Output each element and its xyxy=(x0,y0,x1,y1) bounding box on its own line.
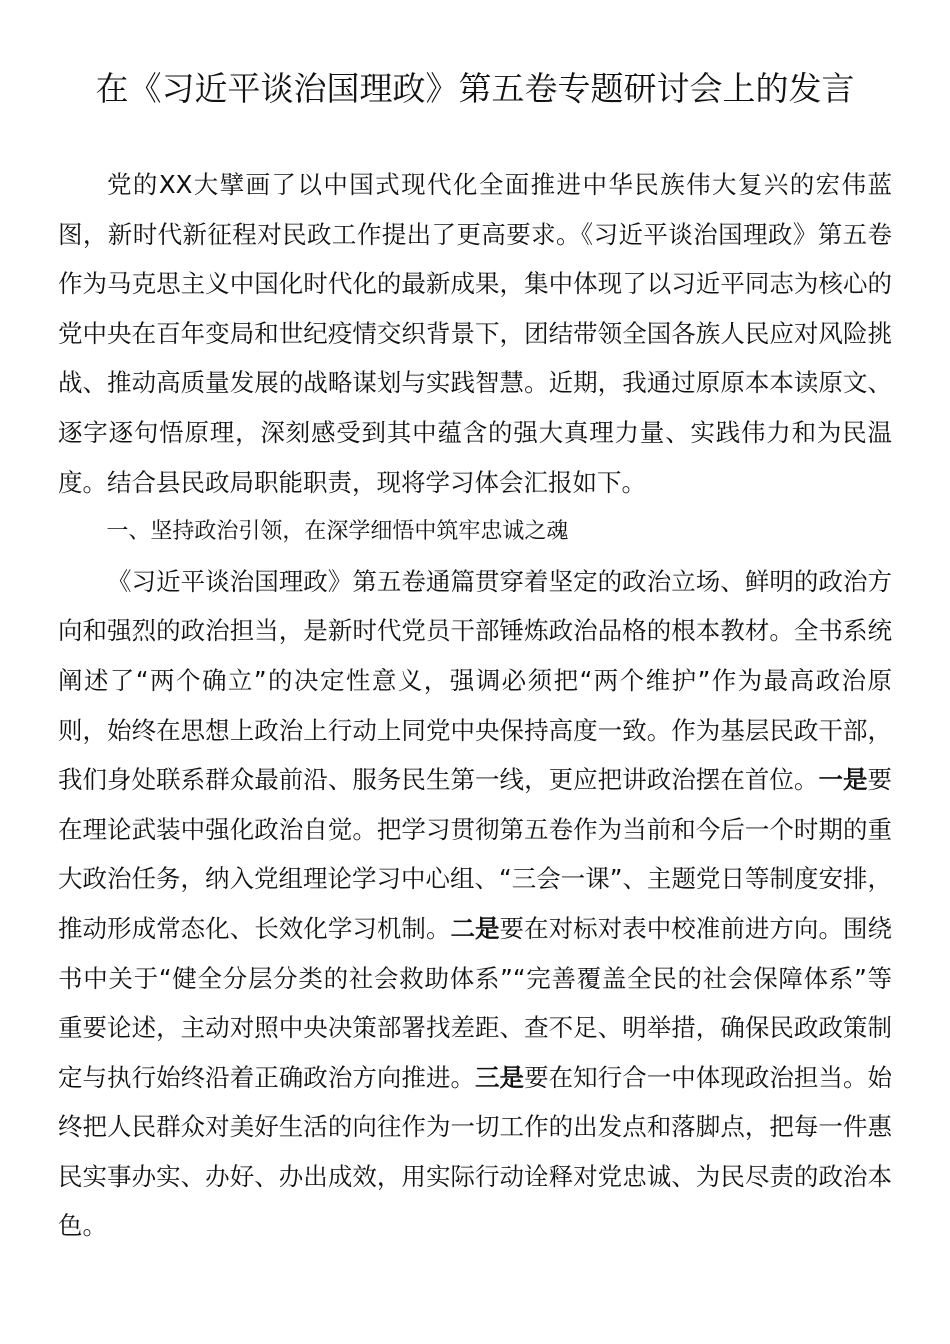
document-title: 在《习近平谈治国理政》第五卷专题研讨会上的发言 xyxy=(95,69,855,108)
section-1-text: 《习近平谈治国理政》第五卷通篇贯穿着坚定的政治立场、鲜明的政治方向和强烈的政治担当，是新时代党员干部锤炼政治品格的根本教材。全书系统阐述了“两个确立”的决定性意义，强调必须把“两个维护”作为最高政治原则，始终在思想上政治上行动上同党中央保持高度一致。作为基层民政干部，我们身处联系群众最前沿、服务民生第一线，更应把讲政治摆在首位。 xyxy=(58,566,892,795)
point-2-text: 要在对标对表中校准前进方向。围绕书中关于“健全分层分类的社会救助体系”“完善覆盖全民的社会保障体系”等重要论述，主动对照中央决策部署找差距、查不足、明举措，确保民政政策制定与执行始终沿着正确政治方向推进。 xyxy=(58,913,892,1092)
document-body xyxy=(58,160,892,1251)
point-1-label: 一是 xyxy=(818,765,868,795)
point-3-label: 三是 xyxy=(475,1062,525,1092)
section-heading-1: 一、坚持政治引领，在深学细悟中筑牢忠诚之魂 xyxy=(106,519,569,545)
point-2-label: 二是 xyxy=(450,913,500,943)
point-1-text: 要在理论武装中强化政治自觉。把学习贯彻第五卷作为当前和今后一个时期的重大政治任务，纳入党组理论学习中心组、“三会一课”、主题党日等制度安排，推动形成常态化、长效化学习机制。 xyxy=(58,765,892,943)
intro-paragraph: 党的XX大擘画了以中国式现代化全面推进中华民族伟大复兴的宏伟蓝图，新时代新征程对民政工作提出了更高要求。《习近平谈治国理政》第五卷作为马克思主义中国化时代化的最新成果，集中体现了以习近平同志为核心的党中央在百年变局和世纪疫情交织背景下，团结带领全国各族人民应对风险挑战、推动高质量发展的战略谋划与实践智慧。近期，我通过原原本本读原文、逐字逐句悟原理，深刻感受到其中蕴含的强大真理力量、实践伟力和为民温度。结合县民政局职能职责，现将学习体会汇报如下。 xyxy=(58,170,892,497)
section-1-paragraph xyxy=(58,557,892,1251)
point-3-text: 要在知行合一中体现政治担当。始终把人民群众对美好生活的向往作为一切工作的出发点和落脚点，把每一件惠民实事办实、办好、办出成效，用实际行动诠释对党忠诚、为民尽责的政治本色。 xyxy=(58,1062,893,1241)
